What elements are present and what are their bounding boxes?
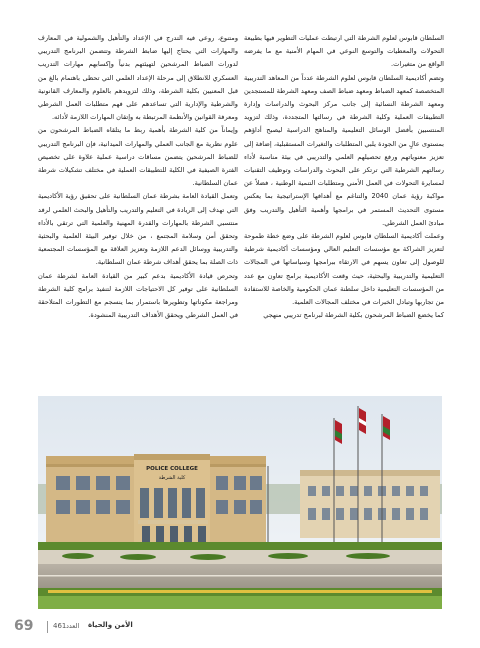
paragraph: وتحرص قيادة الأكاديمية بدعم كبير من القيادة العامة لشرطة عمان السلطانية على توفير كل الاحتياجات اللازمة لتنفيذ برامج كلية الشرطة ومراجعة مكوناتها وتطويرها باستمرار بما ينسجم مع التطورات المتلاحقة في العمل الشرطي ويحقق الأهداف التدريبية المنشودة. — [38, 271, 238, 320]
issue-label: العدد — [66, 622, 80, 630]
paragraph: كما يخضع الضباط المرشحون بكلية الشرطة لبرنامج تدريبي منهجي — [263, 311, 444, 320]
article-column-left — [38, 32, 238, 322]
paragraph: وإيماناً من كلية الشرطة بأهمية ربط ما يتلقاه الضباط المرشحون من علوم نظرية مع الجانب العملي والمهارات الميدانية، فإن البرنامج التدريبي للضباط المرشحين يتضمن مساقات دراسية عملية علاوة على تخصيص الفترة الصيفية في الكلية للتطبيقات العملية في مختلف تشكيلات شرطة عمان السلطانية. — [38, 126, 238, 188]
sign-english: POLICE COLLEGE — [146, 466, 198, 472]
paragraph: وتعمل القيادة العامة بشرطة عمان السلطانية على تحقيق رؤية الأكاديمية التي تهدف إلى الريادة في التعليم والتدريب والتأهيل والبحث العلمي لرفد منتسبي الشرطة بالمهارات والقدرة المهنية والعلمية التي ترتقي بالأداء وتحقق أمن وسلامة المجتمع ، من خلال توفير البيئة العلمية والبحثية والتدريبية ووسائل الدعم اللازمة وتعزيز العلاقة مع المؤسسات المجتمعية ذات الصلة بما يحقق أهداف شرطة عمان السلطانية. — [38, 192, 238, 267]
paragraph: وتضم أكاديمية السلطان قابوس لعلوم الشرطة عدداً من المعاهد التدريبية المتخصصة كمعهد الضباط ومعهد ضباط الصف ومعهد الشرطة للمستجدين ومعهد الشرطة النسائية إلى جانب مركز البحوث والدراسات وإدارة التطبيقات العملية وكلية الشرطة في رسالتها المتجددة، وذلك لتزويد المنتسبين بأفضل الوسائل التعليمية والمناهج الدراسية ليصبح أداؤهم بمستوى عالٍ من الجودة يلبي المتطلبات والتغيرات المستقبلية، إضافة إلى تعزيز معنوياتهم ورفع تحصيلهم العلمي والتدريبي في بيئة مناسبة لأداء رسالتهم الشرطية التي ترتكز على البحوث والدراسات وتوظيف التقنيات لمسايرة التحولات في العمل الأمني ومتطلبات التنمية الوطنية ، فضلاً عن مواكبة رؤية عمان 2040 والتناغم مع أهدافها الإستراتيجية بما يعكس مستوى التحديث المستمر في برامجها وأهمية التأهيل والتدريب وفق مبادئ العمل الشرطي. — [244, 73, 444, 227]
police-college-photo — [38, 396, 442, 609]
page-number: 69 — [14, 618, 34, 634]
article-column-right — [244, 32, 444, 322]
footer-divider — [47, 621, 48, 633]
page-footer — [8, 618, 472, 638]
issue-number: 461 — [53, 622, 67, 630]
paragraph: ومتنوع، روعي فيه التدرج في الإعداد والتأهيل والشمولية في المعارف والمهارات التي يحتاج إليها ضابط الشرطة وتتضمن البرنامج التدريبي لدورات الضباط المرشحين لتهيئتهم بدنياً وإكسابهم مهارات التدريب العسكري للانطلاق إلى مرحلة الإعداد العلمي التي تحظى باهتمام بالغ من قبل المعنيين بكلية الشرطة، وذلك لتزويدهم بالعلوم والمعارف القانونية والشرطية والإدارية التي تساعدهم على فهم متطلبات العمل الشرطي ومعرفة القوانين والأنظمة المرتبطة به وإتقان المهارات اللازمة لأدائه. — [38, 34, 238, 122]
magazine-name: الأمن والحياة — [88, 621, 133, 629]
paragraph: وعملت أكاديمية السلطان قابوس لعلوم الشرطة على وضع خطة طموحة لتعزيز الشراكة مع مؤسسات التعليم العالي ومؤسسات أكاديمية شرطية للوصول إلى تعاون يسهم في الارتقاء ببرامجها وسياساتها في المجالات التعليمية والتدريبية والبحثية، حيث وقعت الأكاديمية برامج تعاون مع عدد من المؤسسات التعليمية داخل سلطنة عمان الحكومية والخاصة للاستفادة من تجاربها وتبادل الخبرات في مختلف المجالات العلمية. — [244, 232, 444, 307]
sign-arabic: كلية الشرطة — [158, 475, 186, 481]
paragraph: السلطان قابوس لعلوم الشرطة التي ارتبطت عمليات التطوير فيها بطبيعة التحولات والمعطيات والتوسع النوعي في المهام الأمنية مع ما يفرضه الواقع من متغيرات. — [244, 34, 444, 69]
